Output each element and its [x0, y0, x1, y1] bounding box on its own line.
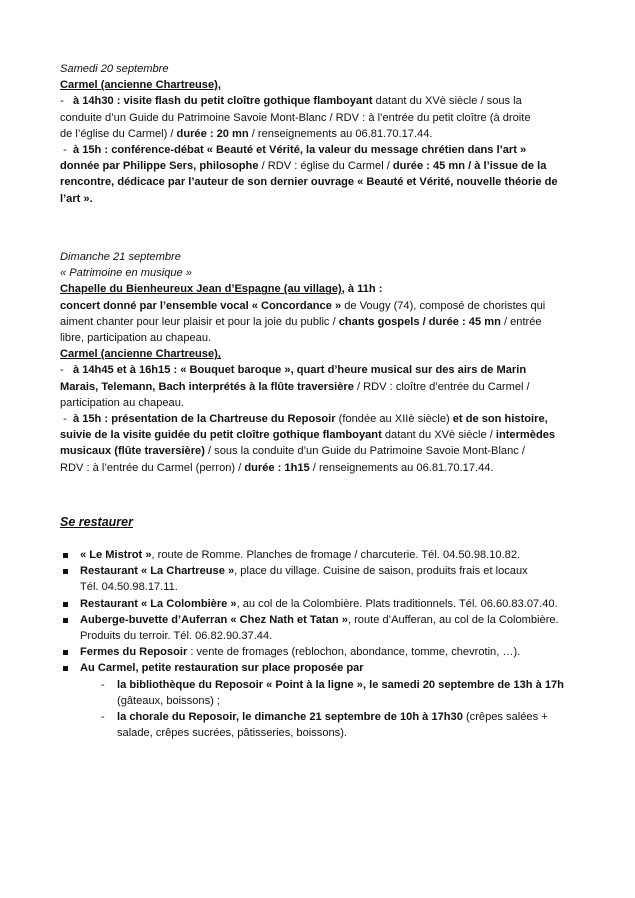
- event-duration: durée : 45 mn / à l’issue de la: [392, 160, 547, 173]
- dash: -: [101, 711, 105, 724]
- saturday-date: Samedi 20 septembre: [60, 63, 169, 75]
- sub-item-name: la chorale du Reposoir, le dimanche 21 septembre de 10h à 17h30: [117, 711, 463, 724]
- event-title: visite flash du petit cloître gothique flamboyant: [123, 95, 373, 108]
- dash: -: [63, 144, 67, 157]
- event-info: / renseignements au 06.81.70.17.44.: [248, 127, 433, 140]
- event-title: musicaux (flûte traversière): [60, 445, 205, 458]
- sunday-date: Dimanche 21 septembre: [60, 251, 181, 263]
- event-info: / renseignements au 06.81.70.17.44.: [309, 461, 494, 474]
- event-desc-line: [60, 379, 580, 395]
- sub-item-desc: (crêpes salées +: [462, 711, 548, 724]
- event-desc-line: [60, 443, 580, 459]
- bullet-icon: [63, 618, 68, 623]
- event-desc-line: [60, 460, 580, 476]
- concert-desc: de Vougy (74), composé de choristes qui: [341, 299, 546, 312]
- bullet-icon: [63, 553, 68, 558]
- chapel-time: , à 11h :: [341, 283, 383, 296]
- concert-duration: chants gospels / durée : 45 mn: [338, 315, 501, 328]
- sub-item-cont: [60, 725, 580, 741]
- list-item: [60, 612, 580, 628]
- sub-item-cont: [60, 693, 580, 709]
- list-item: [60, 563, 580, 579]
- event-flash-visit: [60, 93, 580, 109]
- event-conference: [60, 142, 580, 158]
- dash: -: [63, 413, 67, 426]
- event-rdv: RDV : à l’entrée du Carmel (perron) /: [60, 461, 245, 474]
- concert-line: [60, 298, 580, 314]
- list-item: [60, 644, 580, 660]
- event-title: intermèdes: [495, 429, 556, 442]
- event-title: suivie de la visite guidée du petit cloître gothique flamboyant: [60, 429, 382, 442]
- chapel-venue: Chapelle du Bienheureux Jean d’Espagne (au village): [60, 283, 342, 296]
- event-time: à 15h :: [72, 144, 109, 157]
- event-duration: durée : 20 mn: [176, 127, 249, 140]
- restaurant-name: Restaurant « La Colombière »: [80, 597, 237, 610]
- event-title: et de son histoire,: [452, 413, 548, 426]
- restaurants-heading-block: [60, 514, 580, 530]
- list-item-cont: [60, 628, 580, 644]
- bullet-icon: [63, 569, 68, 574]
- dash: -: [60, 364, 64, 377]
- restaurant-phone: Tél. 04.50.98.17.11.: [80, 581, 178, 594]
- restaurant-desc: , place du village. Cuisine de saison, produits frais et locaux: [234, 565, 528, 578]
- event-desc: datant du XVè siècle /: [381, 429, 496, 442]
- list-item-cont: [60, 579, 580, 595]
- event-title: à 14h45 et à 16h15 : « Bouquet baroque », quart d’heure musical sur des airs de Marin: [72, 364, 527, 377]
- sub-item: [60, 709, 580, 725]
- restaurant-desc: : vente de fromages (reblochon, abondance, tomme, chevrotin, …).: [187, 646, 521, 659]
- event-desc: datant du XVè siècle / sous la: [372, 95, 522, 108]
- chapel-venue-line: [60, 281, 580, 297]
- carmel-venue: Carmel (ancienne Chartreuse),: [60, 348, 221, 361]
- event-desc-line: rencontre, dédicace par l’auteur de son dernier ouvrage « Beauté et Vérité, nouvelle théorie de: [60, 176, 558, 189]
- sunday-section: [60, 249, 580, 476]
- event-title: à 15h : présentation de la Chartreuse du Reposoir: [72, 413, 336, 426]
- sunday-theme: « Patrimoine en musique »: [60, 267, 192, 280]
- concert-desc: / entrée: [500, 315, 542, 328]
- restaurant-desc: , route d’Aufferan, au col de la Colombière.: [347, 613, 559, 626]
- event-desc-line: l’art ».: [60, 192, 93, 205]
- restaurant-desc: , au col de la Colombière. Plats traditionnels. Tél. 06.60.83.07.40.: [236, 597, 558, 610]
- list-item: [60, 547, 580, 563]
- restaurant-name: Restaurant « La Chartreuse »: [80, 565, 235, 578]
- event-desc: (fondée au XIIè siècle): [335, 413, 453, 426]
- sub-item-desc: salade, crêpes sucrées, pâtisseries, boissons).: [117, 727, 347, 740]
- event-baroque: [60, 362, 580, 378]
- event-desc-line: [60, 158, 580, 174]
- event-speaker: donnée par Philippe Sers, philosophe: [60, 160, 259, 173]
- restaurant-name: « Le Mistrot »: [80, 549, 152, 561]
- event-rdv: / RDV : église du Carmel /: [258, 160, 393, 173]
- concert-desc: aiment chanter pour leur plaisir et pour la joie du public /: [60, 315, 339, 328]
- sub-item-desc: (gâteaux, boissons) ;: [117, 694, 220, 707]
- dash: -: [60, 95, 64, 108]
- restaurant-desc: , route de Romme. Planches de fromage / charcuterie. Tél. 04.50.98.10.82.: [151, 549, 521, 561]
- event-desc-line: conduite d’un Guide du Patrimoine Savoie Mont-Blanc / RDV : à l’entrée du petit cloître (à droite: [60, 111, 531, 124]
- dash: -: [101, 678, 105, 691]
- event-presentation: [60, 411, 580, 427]
- sub-item: [60, 677, 580, 693]
- event-title: conférence-débat « Beauté et Vérité, la valeur du message chrétien dans l’art »: [111, 144, 527, 157]
- bullet-icon: [63, 650, 68, 655]
- event-desc-line: participation au chapeau.: [60, 396, 184, 409]
- event-desc: de l’église du Carmel) /: [60, 127, 177, 140]
- restaurant-phone: Produits du terroir. Tél. 06.82.90.37.44.: [80, 630, 273, 643]
- sub-item-name: la bibliothèque du Reposoir « Point à la ligne », le samedi 20 septembre de 13h à 17h: [117, 678, 564, 691]
- saturday-section: [60, 61, 580, 207]
- event-desc: / sous la conduite d’un Guide du Patrimoine Savoie Mont-Blanc /: [204, 445, 525, 458]
- restaurant-name: Auberge-buvette d’Auferran « Chez Nath et Tatan »: [80, 613, 348, 626]
- restaurants-heading: Se restaurer: [60, 515, 133, 529]
- event-desc-line: [60, 427, 580, 443]
- event-desc-line: [60, 126, 580, 142]
- bullet-icon: [63, 666, 68, 671]
- restaurants-list: [60, 547, 580, 741]
- restaurant-name: Fermes du Reposoir: [80, 646, 188, 659]
- bullet-icon: [63, 602, 68, 607]
- list-item: [60, 596, 580, 612]
- event-duration: durée : 1h15: [244, 461, 310, 474]
- concert-title: concert donné par l’ensemble vocal « Concordance »: [60, 299, 342, 312]
- concert-line: [60, 314, 580, 330]
- saturday-venue: Carmel (ancienne Chartreuse),: [60, 79, 221, 92]
- event-rdv: / RDV : cloître d’entrée du Carmel /: [353, 380, 530, 393]
- event-time: à 14h30 :: [72, 95, 121, 108]
- concert-line: libre, participation au chapeau.: [60, 332, 212, 345]
- list-item: [60, 660, 580, 676]
- event-title: Marais, Telemann, Bach interprétés à la flûte traversière: [60, 380, 354, 393]
- restaurant-name: Au Carmel, petite restauration sur place proposée par: [80, 662, 364, 675]
